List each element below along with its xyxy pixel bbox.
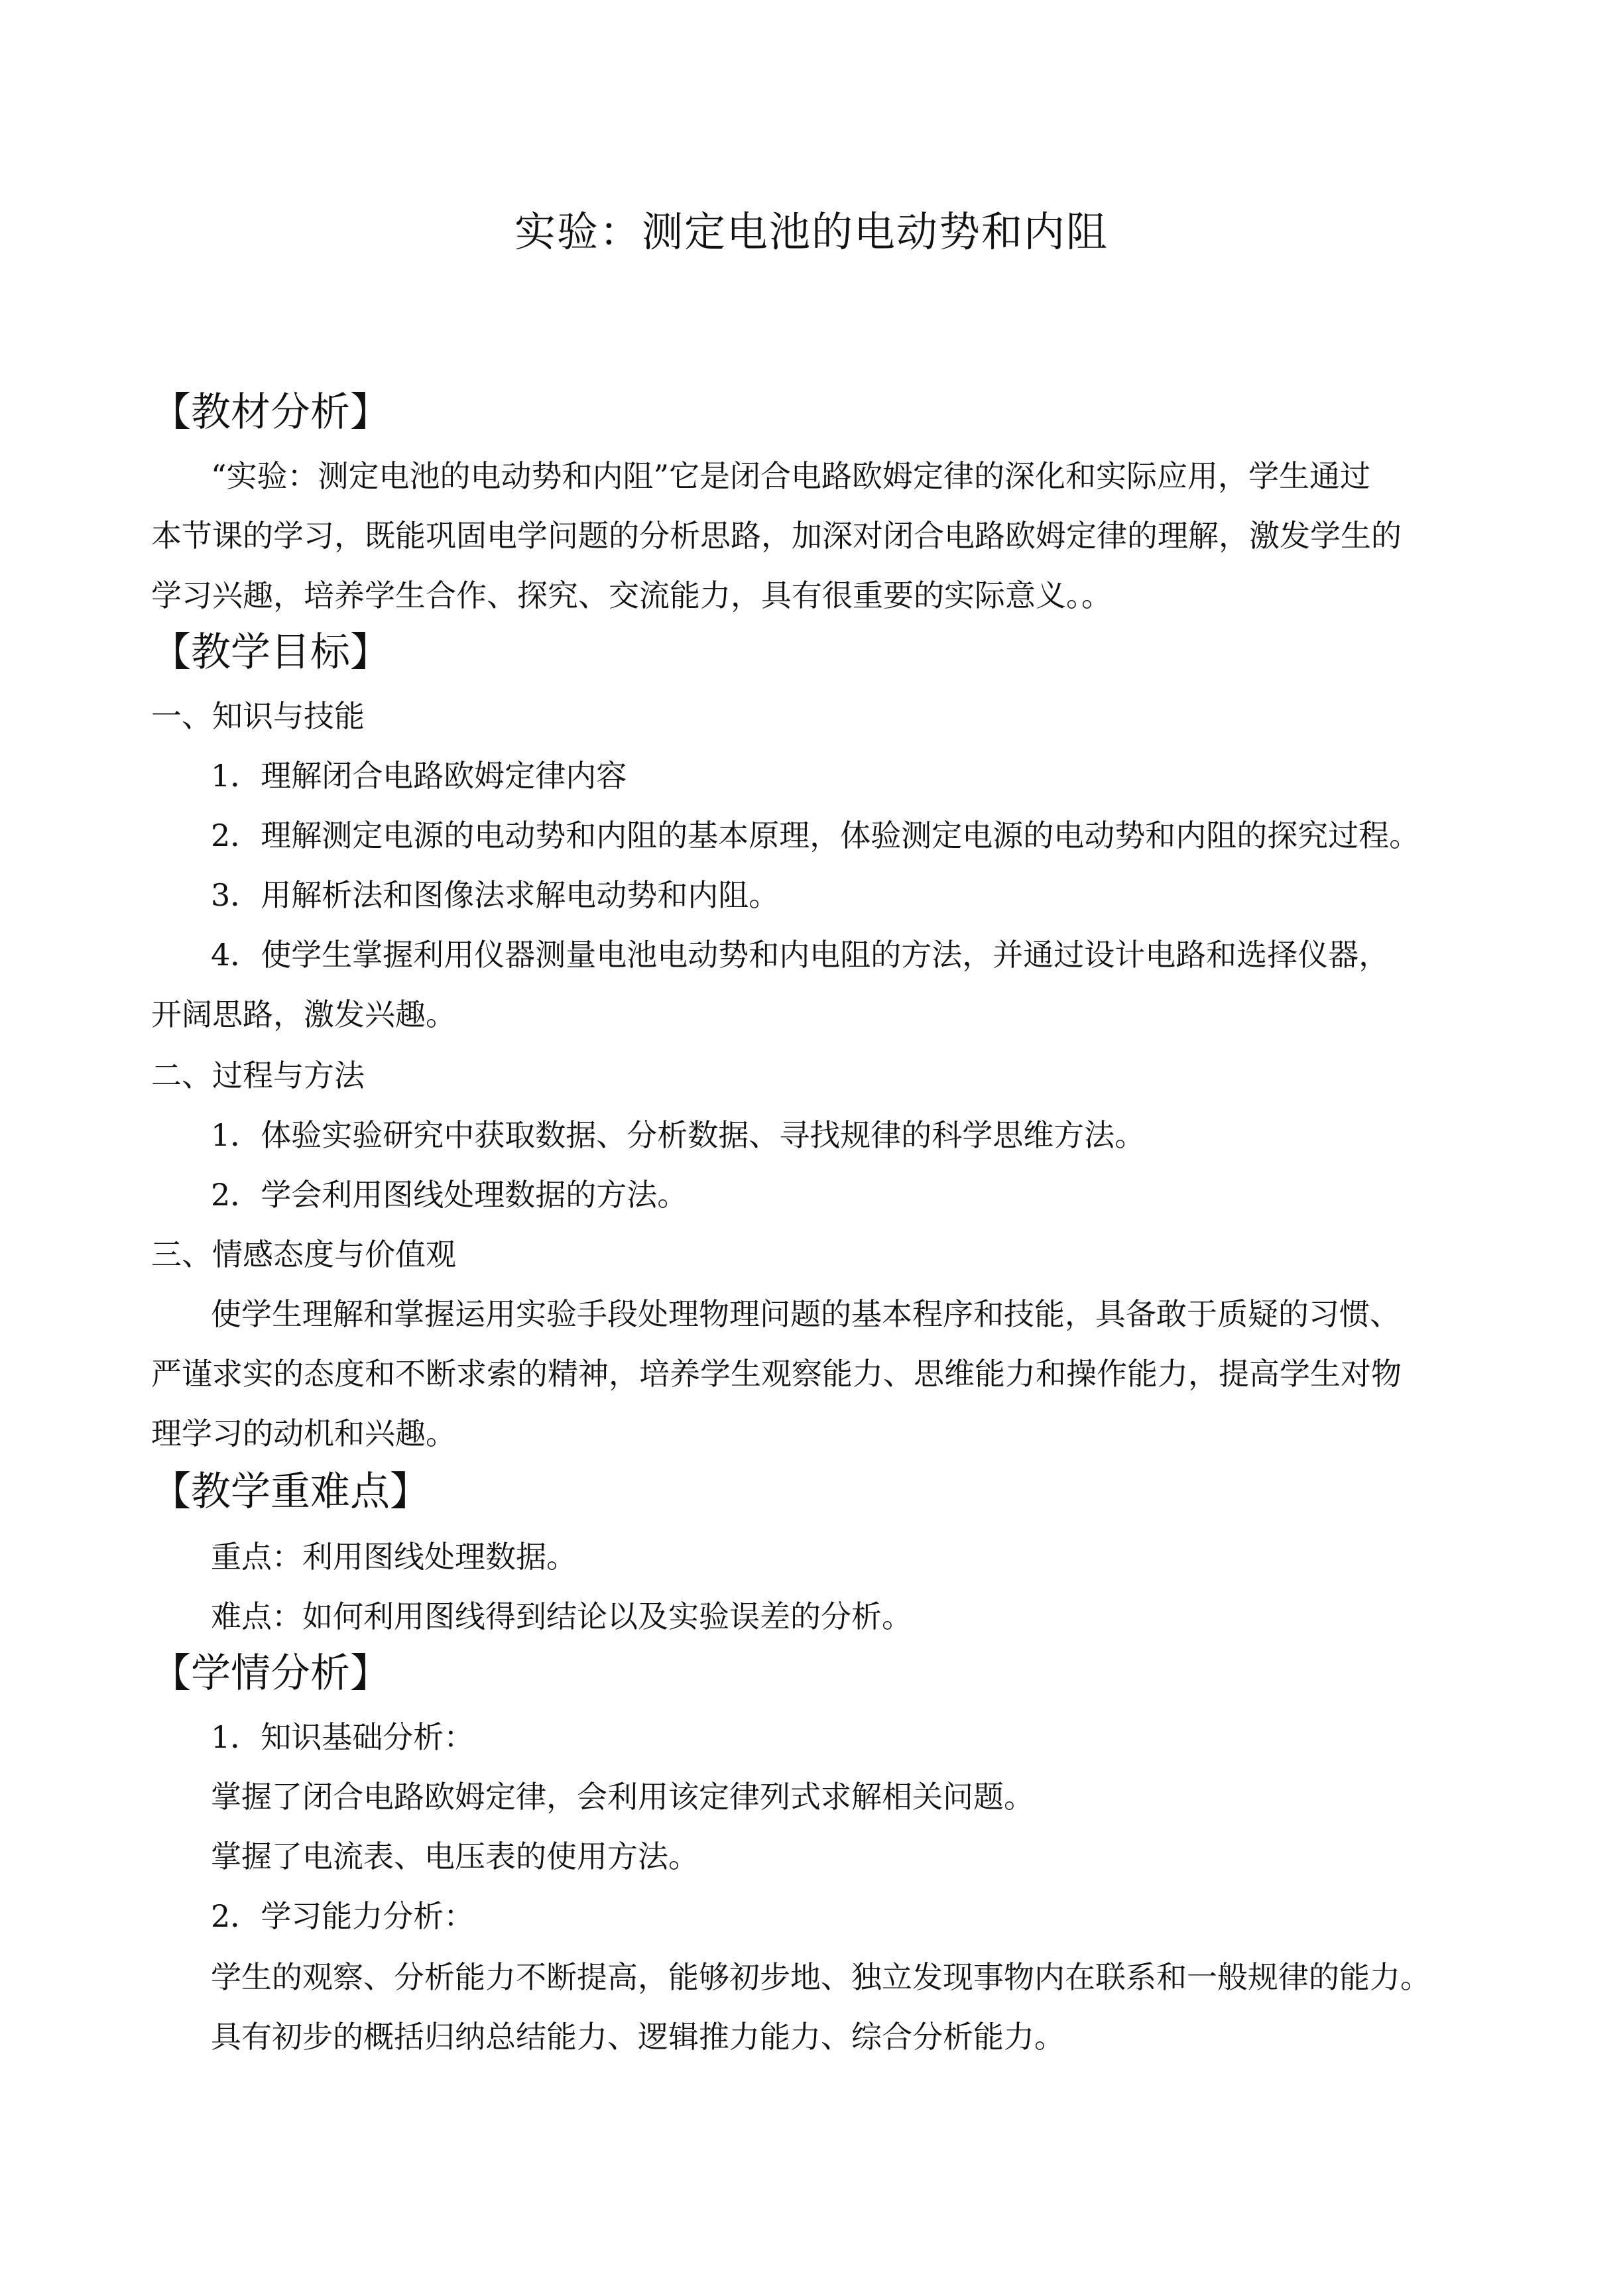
material-line-1: “实验：测定电池的电动势和内阻”它是闭合电路欧姆定律的深化和实际应用，学生通过 — [211, 458, 1371, 494]
material-line-2: 本节课的学习，既能巩固电学问题的分析思路，加深对闭合电路欧姆定律的理解，激发学生的 — [151, 518, 1402, 554]
difficult-point: 难点：如何利用图线得到结论以及实验误差的分析。 — [211, 1599, 912, 1634]
student-ability-line-1: 学生的观察、分析能力不断提高，能够初步地、独立发现事物内在联系和一般规律的能力。 — [211, 1959, 1431, 1995]
knowledge-item-3: 3．用解析法和图像法求解电动势和内阻。 — [211, 877, 780, 913]
key-point: 重点：利用图线处理数据。 — [211, 1539, 577, 1575]
knowledge-item-2: 2．理解测定电源的电动势和内阻的基本原理，体验测定电源的电动势和内阻的探究过程。 — [211, 817, 1420, 853]
heading-teaching-goals: 【教学目标】 — [151, 629, 390, 676]
emotion-line-1: 使学生理解和掌握运用实验手段处理物理问题的基本程序和技能，具备敢于质疑的习惯、 — [211, 1296, 1400, 1332]
student-ability-line-2: 具有初步的概括归纳总结能力、逻辑推力能力、综合分析能力。 — [211, 2019, 1065, 2055]
knowledge-item-1: 1．理解闭合电路欧姆定律内容 — [211, 758, 627, 794]
knowledge-item-4-line-2: 开阔思路，激发兴趣。 — [151, 997, 456, 1032]
process-item-2: 2．学会利用图线处理数据的方法。 — [211, 1177, 688, 1213]
knowledge-item-4-line-1: 4．使学生掌握利用仪器测量电池电动势和内电阻的方法，并通过设计电路和选择仪器， — [211, 937, 1390, 973]
heading-material-analysis: 【教材分析】 — [151, 389, 390, 436]
material-line-3: 学习兴趣，培养学生合作、探究、交流能力，具有很重要的实际意义。。 — [151, 577, 1112, 613]
process-item-1: 1．体验实验研究中获取数据、分析数据、寻找规律的科学思维方法。 — [211, 1117, 1146, 1153]
student-knowledge-line-1: 掌握了闭合电路欧姆定律，会利用该定律列式求解相关问题。 — [211, 1779, 1034, 1815]
heading-student-analysis: 【学情分析】 — [151, 1650, 390, 1697]
emotion-line-3: 理学习的动机和兴趣。 — [151, 1416, 456, 1451]
subheading-knowledge-skills: 一、知识与技能 — [151, 698, 365, 734]
document-title: 实验：测定电池的电动势和内阻 — [514, 208, 1109, 256]
heading-key-difficult-points: 【教学重难点】 — [151, 1469, 430, 1515]
subheading-process-method: 二、过程与方法 — [151, 1057, 365, 1093]
emotion-line-2: 严谨求实的态度和不断求索的精神，培养学生观察能力、思维能力和操作能力，提高学生对物 — [151, 1356, 1402, 1392]
subheading-emotion-values: 三、情感态度与价值观 — [151, 1237, 456, 1272]
student-knowledge-line-2: 掌握了电流表、电压表的使用方法。 — [211, 1839, 699, 1874]
student-knowledge-heading: 1．知识基础分析： — [211, 1719, 475, 1755]
student-ability-heading: 2．学习能力分析： — [211, 1898, 475, 1934]
